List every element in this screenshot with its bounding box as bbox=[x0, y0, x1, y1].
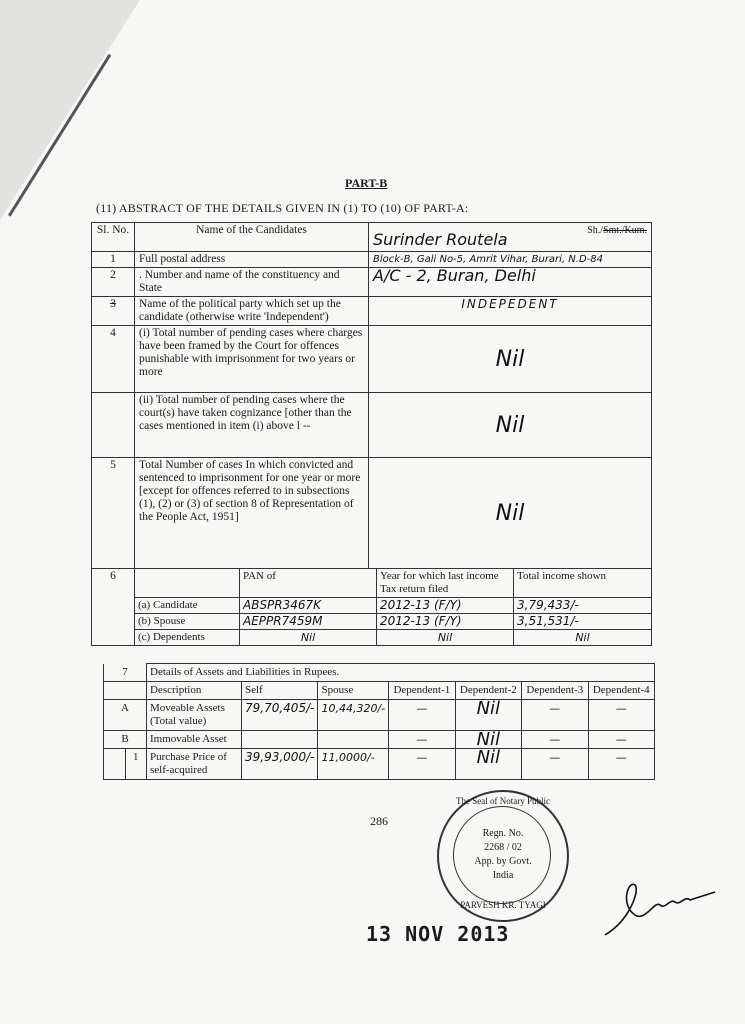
pan-row-label: (a) Candidate bbox=[135, 598, 240, 614]
asset-dependent-3: — bbox=[522, 749, 588, 780]
seal-app: App. by Govt. bbox=[474, 856, 532, 867]
row-value: A/C - 2, Buran, Delhi bbox=[369, 268, 652, 297]
assets-row bbox=[104, 749, 655, 780]
name-header: Name of the Candidates bbox=[135, 223, 369, 252]
asset-description: Moveable Assets (Total value) bbox=[147, 700, 242, 731]
asset-dependent-1: — bbox=[389, 749, 455, 780]
seal-regn: Regn. No. bbox=[482, 828, 524, 839]
pan-label-spacer bbox=[135, 569, 240, 598]
row-label: (i) Total number of pending cases where charges have been framed by the Court for offences punishable with imprisonment for two years or more bbox=[135, 326, 369, 393]
section-6-row bbox=[92, 569, 652, 646]
pan-value: AEPPR7459M bbox=[240, 614, 377, 630]
assets-title-row bbox=[104, 664, 655, 682]
asset-description: Purchase Price of self-acquired bbox=[147, 749, 242, 780]
assets-header-row bbox=[104, 682, 655, 700]
row-value: Nil bbox=[369, 326, 652, 393]
row-value: INDEPEDENT bbox=[369, 297, 652, 326]
table-header-row bbox=[92, 223, 652, 252]
pan-header: PAN of bbox=[240, 569, 377, 598]
sl-no-header: Sl. No. bbox=[92, 223, 135, 252]
pan-row bbox=[135, 630, 651, 646]
pan-row-label: (b) Spouse bbox=[135, 614, 240, 630]
year-value: 2012-13 (F/Y) bbox=[377, 598, 514, 614]
row-value: Nil bbox=[369, 458, 652, 569]
col-dependent-4: Dependent-4 bbox=[588, 682, 654, 700]
section-7-sl: 7 bbox=[104, 664, 147, 682]
year-value: 2012-13 (F/Y) bbox=[377, 614, 514, 630]
col-description: Description bbox=[147, 682, 242, 700]
row-sl: 3 bbox=[92, 297, 135, 326]
pan-value: Nil bbox=[240, 630, 377, 646]
row-sl: 1 bbox=[92, 252, 135, 268]
income-value: 3,79,433/- bbox=[514, 598, 652, 614]
seal-country: India bbox=[492, 870, 514, 881]
row-label: Name of the political party which set up the candidate (otherwise write 'Independent') bbox=[135, 297, 369, 326]
asset-spouse: 10,44,320/- bbox=[318, 700, 389, 731]
table-row bbox=[92, 393, 652, 458]
table-row bbox=[92, 297, 652, 326]
seal-top-text: The Seal of Notary Public bbox=[456, 796, 550, 806]
table-row bbox=[92, 458, 652, 569]
section-6-sl: 6 bbox=[92, 569, 135, 646]
row-sl: 2 bbox=[92, 268, 135, 297]
assets-spacer bbox=[104, 682, 147, 700]
table-row bbox=[92, 252, 652, 268]
year-header: Year for which last income Tax return filed bbox=[377, 569, 514, 598]
asset-sl bbox=[104, 749, 126, 780]
col-dependent-1: Dependent-1 bbox=[389, 682, 455, 700]
asset-description: Immovable Asset bbox=[147, 731, 242, 749]
asset-dependent-2: Nil bbox=[455, 749, 521, 780]
asset-dependent-3: — bbox=[522, 731, 588, 749]
col-spouse: Spouse bbox=[318, 682, 389, 700]
assets-row bbox=[104, 700, 655, 731]
candidate-details-table bbox=[91, 222, 652, 646]
row-sl: 4 bbox=[92, 326, 135, 393]
pan-row bbox=[135, 614, 651, 630]
seal-bottom-text: PARVESH KR. TYAGI bbox=[460, 900, 546, 910]
row-label: (ii) Total number of pending cases where the court(s) have taken cognizance [other than the cases mentioned in item (i) above l -- bbox=[135, 393, 369, 458]
asset-dependent-4: — bbox=[588, 749, 654, 780]
asset-dependent-1: — bbox=[389, 700, 455, 731]
income-value: Nil bbox=[514, 630, 652, 646]
asset-self: 79,70,405/- bbox=[242, 700, 318, 731]
asset-self bbox=[242, 731, 318, 749]
income-value: 3,51,531/- bbox=[514, 614, 652, 630]
part-heading: PART-B bbox=[345, 176, 388, 190]
row-sl: 5 bbox=[92, 458, 135, 569]
row-value: Block-B, Gali No-5, Amrit Vihar, Burari, N.D-84 bbox=[369, 252, 652, 268]
row-value: Nil bbox=[369, 393, 652, 458]
asset-subno: 1 bbox=[125, 749, 147, 780]
table-row bbox=[92, 268, 652, 297]
candidate-name: Surinder Routela bbox=[373, 230, 508, 249]
asset-sl: A bbox=[104, 700, 147, 731]
year-value: Nil bbox=[377, 630, 514, 646]
row-sl bbox=[92, 393, 135, 458]
seal-regn-no: 2268 / 02 bbox=[484, 842, 522, 853]
assets-row bbox=[104, 731, 655, 749]
col-self: Self bbox=[242, 682, 318, 700]
salutation: Sh./ bbox=[587, 225, 604, 236]
asset-dependent-3: — bbox=[522, 700, 588, 731]
asset-dependent-2: Nil bbox=[455, 700, 521, 731]
asset-dependent-4: — bbox=[588, 731, 654, 749]
asset-dependent-4: — bbox=[588, 700, 654, 731]
pan-income-table bbox=[135, 569, 651, 645]
asset-sl: B bbox=[104, 731, 147, 749]
salutation-struck: Smt./Kum. bbox=[603, 225, 647, 236]
date-stamp: 13 NOV 2013 bbox=[366, 922, 510, 946]
asset-spouse: 11,0000/- bbox=[318, 749, 389, 780]
pan-row bbox=[135, 598, 651, 614]
asset-spouse bbox=[318, 731, 389, 749]
pan-value: ABSPR3467K bbox=[240, 598, 377, 614]
asset-self: 39,93,000/- bbox=[242, 749, 318, 780]
col-dependent-3: Dependent-3 bbox=[522, 682, 588, 700]
col-dependent-2: Dependent-2 bbox=[455, 682, 521, 700]
table-row bbox=[92, 326, 652, 393]
notary-seal bbox=[437, 790, 569, 922]
section-6-cell bbox=[135, 569, 652, 646]
row-label: Total Number of cases In which convicted and sentenced to imprisonment for one year or more [except for offences referred to in subsections (1), (2) or (3) of section 8 of Representation of the People Act, 1951] bbox=[135, 458, 369, 569]
row-label: . Number and name of the constituency and State bbox=[135, 268, 369, 297]
income-header: Total income shown bbox=[514, 569, 652, 598]
assets-table bbox=[103, 663, 655, 780]
row-label: Full postal address bbox=[135, 252, 369, 268]
folded-corner bbox=[0, 0, 140, 220]
asset-dependent-1: — bbox=[389, 731, 455, 749]
pan-row-label: (c) Dependents bbox=[135, 630, 240, 646]
asset-dependent-2: Nil bbox=[455, 731, 521, 749]
signature bbox=[600, 880, 720, 940]
abstract-heading: (11) ABSTRACT OF THE DETAILS GIVEN IN (1) TO (10) OF PART-A: bbox=[96, 201, 469, 215]
page-number: 286 bbox=[370, 814, 388, 828]
section-7-title: Details of Assets and Liabilities in Rupees. bbox=[147, 664, 655, 682]
seal-inner-ring bbox=[453, 806, 551, 904]
candidate-name-cell bbox=[369, 223, 652, 252]
